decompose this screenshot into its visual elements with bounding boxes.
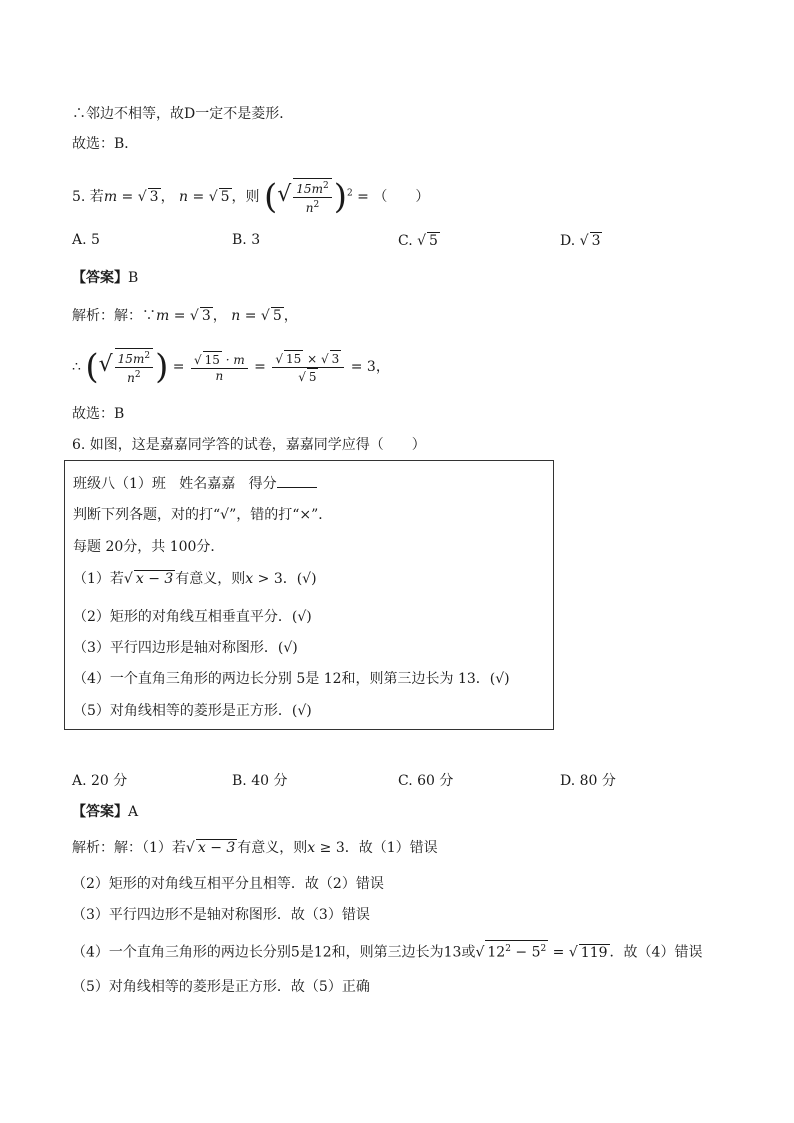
solution-6-3: （3）平行四边形不是轴对称图形．故（3）错误: [72, 907, 370, 923]
q6-option-b: B. 40 分: [232, 773, 288, 789]
solution-6-2: （2）矩形的对角线互相平分且相等．故（2）错误: [72, 876, 384, 892]
solution-5-line1: 解析：解：∵m = √ 3 ， n = √ 5 ，: [72, 308, 298, 324]
paper-instruction: 判断下列各题，对的打“√”，错的打“×”．: [73, 507, 333, 523]
answer-6: 【答案】A: [72, 804, 139, 820]
solution-6-1: 解析：解：（1）若√ x − 3 有意义，则x ≥ 3．故（1）错误: [72, 840, 438, 856]
answer-5: 【答案】B: [72, 270, 139, 286]
q6-option-c: C. 60 分: [398, 773, 454, 789]
question-5: 5. 若m = √ 3 ， n = √ 5 ，则 (√ $\frac{15m^2}{n^2}$ )$^2$ = （ ）: [72, 177, 430, 217]
q5-option-a: A. 5: [72, 232, 100, 248]
paper-header: 班级八（1）班 姓名嘉嘉 得分: [73, 473, 317, 494]
paper-item-3: （3）平行四边形是轴对称图形．(√): [73, 640, 298, 656]
paper-points: 每题 20分，共 100分．: [73, 539, 225, 555]
solution-5-line2: ∴ (√ $\frac{15m^2}{n^2}$ ) = $\frac{√ 15 \cdot m}{n}$ = $\frac{√ 15 \times √ 3}{√ 5}$ = 3，: [72, 347, 390, 387]
score-blank: [277, 473, 317, 488]
text-line: ∴邻边不相等，故D一定不是菱形．: [72, 106, 294, 122]
q6-option-a: A. 20 分: [72, 773, 128, 789]
q5-option-d: D. √ 3: [560, 233, 601, 249]
text-line: 故选：B: [72, 406, 125, 422]
q5-option-c: C. √ 5: [398, 233, 438, 249]
exam-paper-figure: [64, 460, 554, 730]
question-6: 6. 如图，这是嘉嘉同学答的试卷，嘉嘉同学应得（ ）: [72, 437, 426, 453]
q5-option-b: B. 3: [232, 232, 261, 248]
text-line: 故选：B．: [72, 136, 139, 152]
paper-item-1: （1）若√ x − 3 有意义，则x > 3．(√): [73, 571, 317, 587]
paper-item-2: （2）矩形的对角线互相垂直平分．(√): [73, 609, 312, 625]
paper-item-5: （5）对角线相等的菱形是正方形．(√): [73, 703, 312, 719]
paper-item-4: （4）一个直角三角形的两边长分别 5是 12和，则第三边长为 13．(√): [73, 671, 510, 687]
solution-6-5: （5）对角线相等的菱形是正方形．故（5）正确: [72, 979, 370, 995]
q6-option-d: D. 80 分: [560, 773, 616, 789]
solution-6-4: （4）一个直角三角形的两边长分别5是12和，则第三边长为13或√ $12^2 - 5^2$ = √ 119 ．故（4）错误: [72, 940, 702, 963]
